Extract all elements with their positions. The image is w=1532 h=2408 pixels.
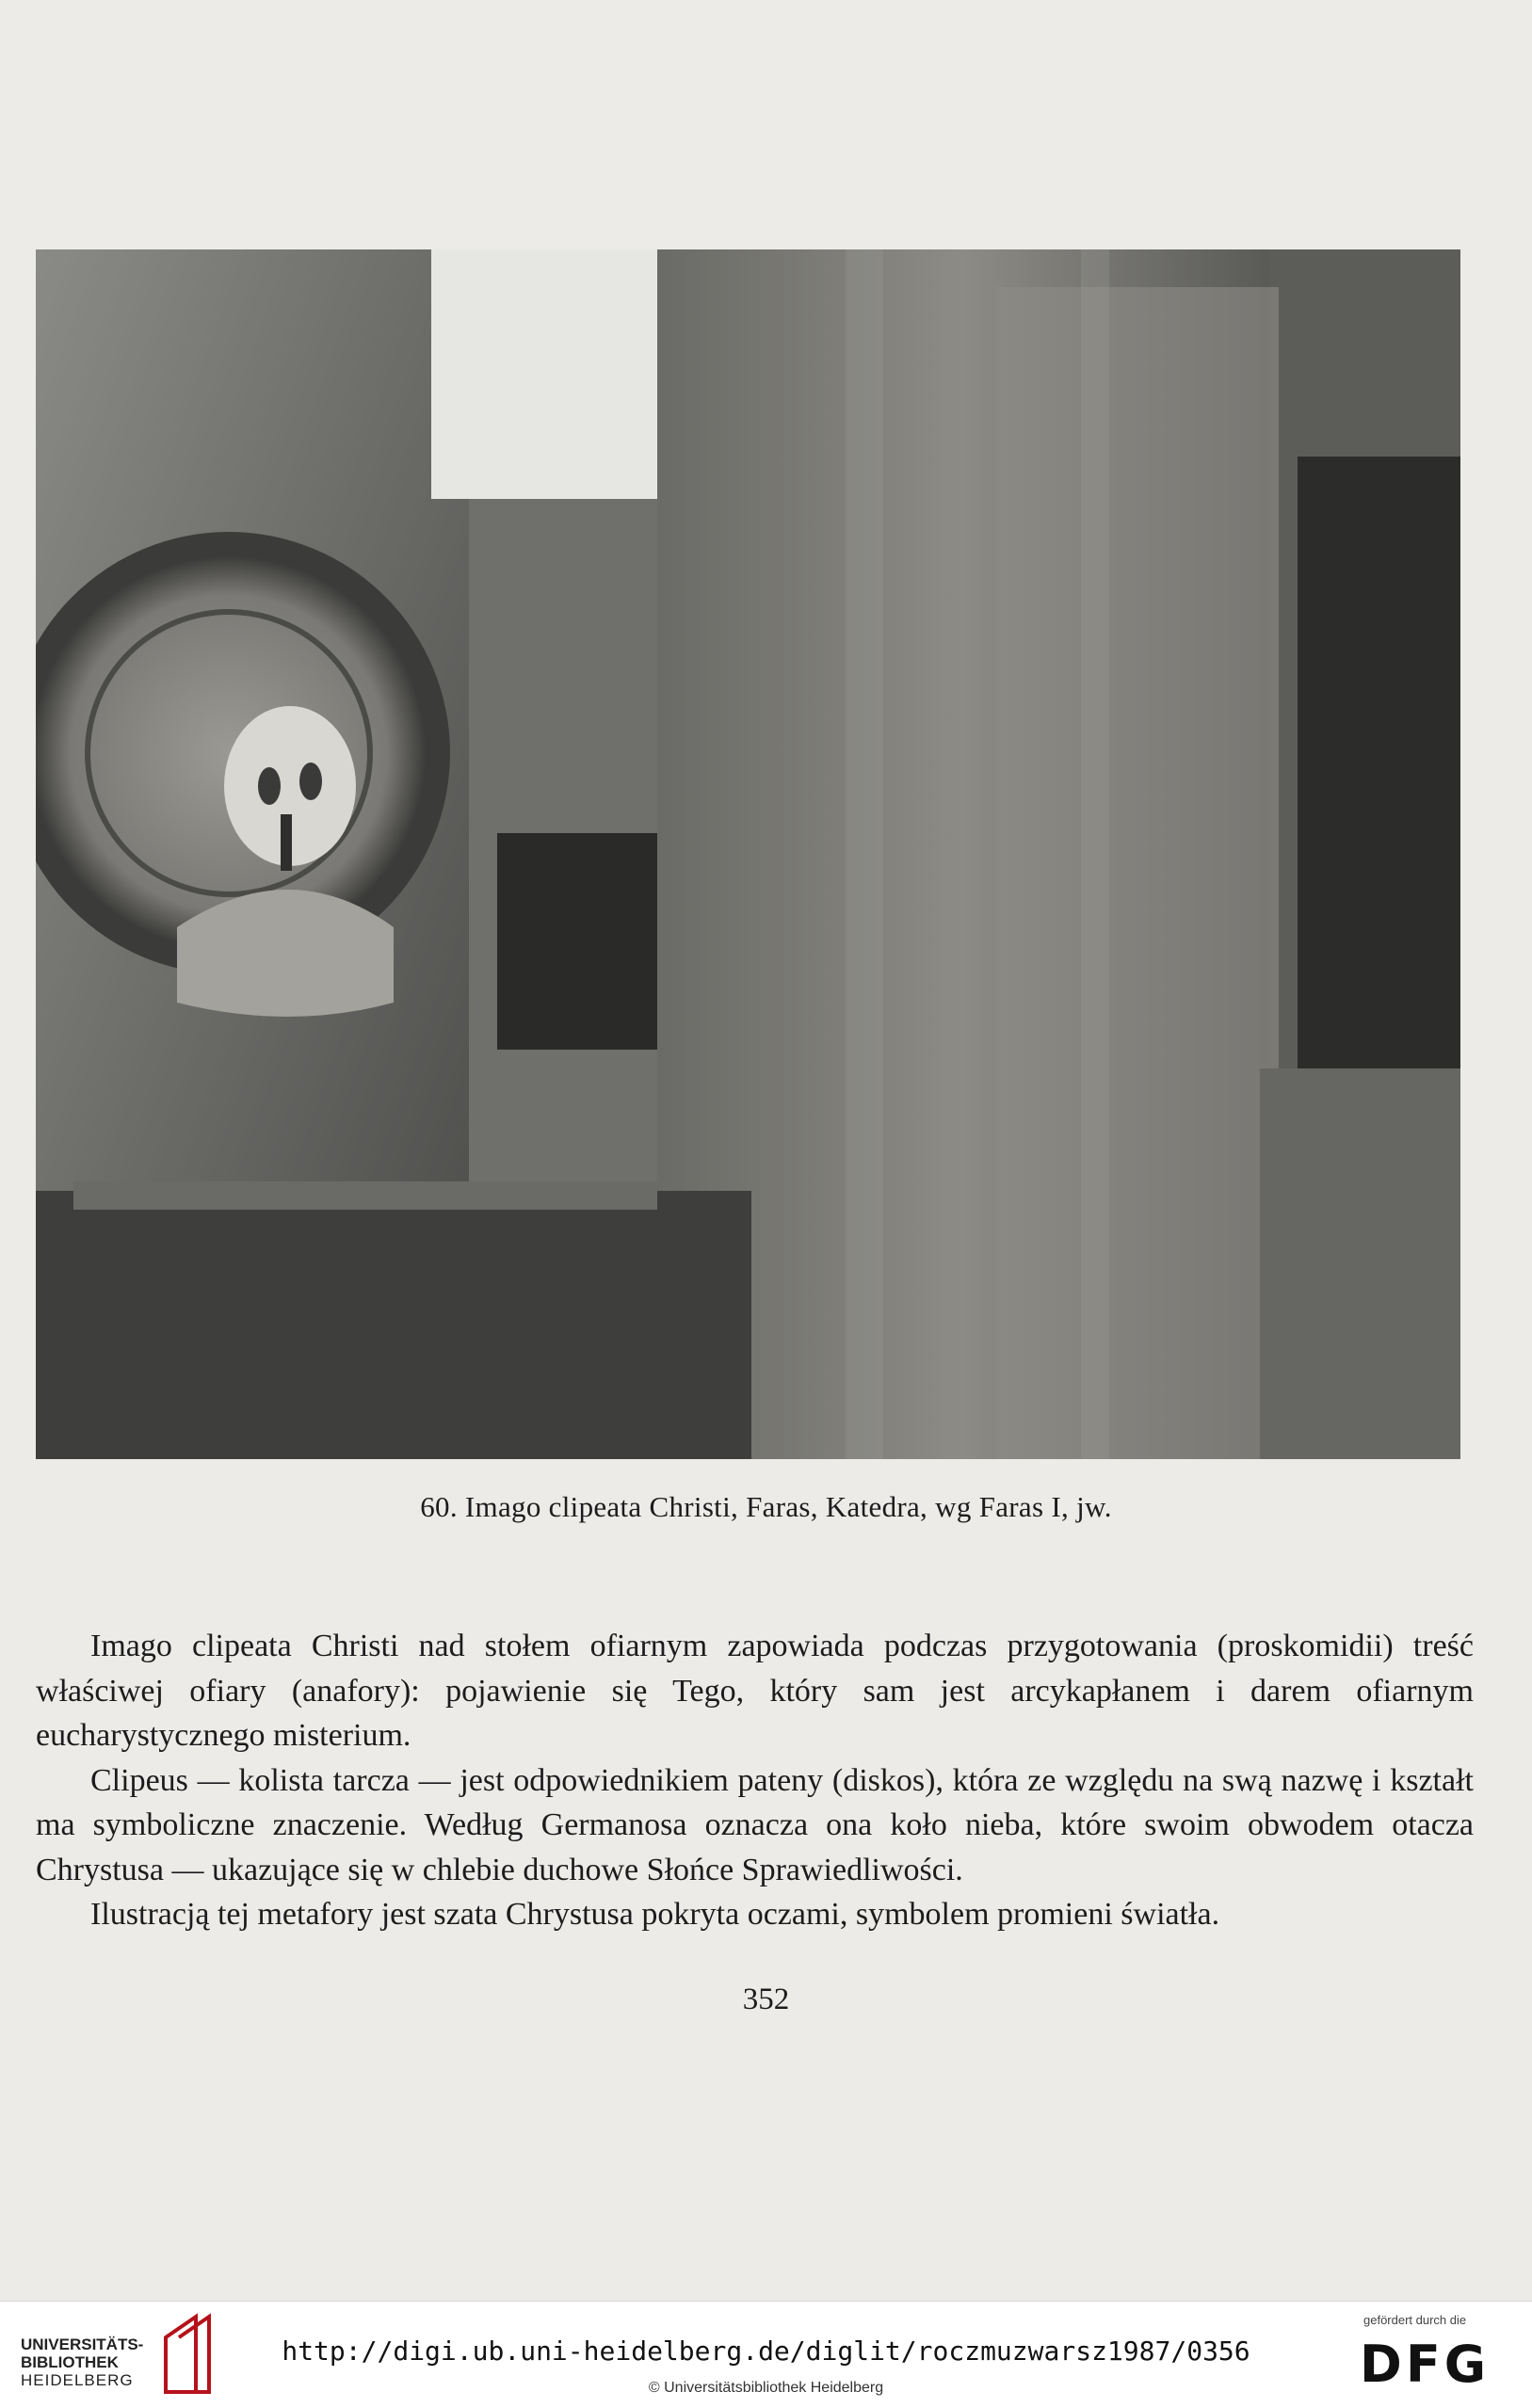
page-number: 352 bbox=[742, 1983, 790, 2016]
figure-photo bbox=[36, 249, 1460, 1459]
library-name-line: HEIDELBERG bbox=[21, 2371, 134, 2389]
paragraph: Ilustracją tej metafory jest szata Chrystusa pokryta oczami, symbolem promieni światła. bbox=[90, 1897, 1220, 1932]
library-name-line: BIBLIOTHEK bbox=[21, 2353, 119, 2371]
figure-caption: 60. Imago clipeata Christi, Faras, Katedra, wg Faras I, jw. bbox=[420, 1490, 1112, 1523]
copyright-notice: © Universitätsbibliothek Heidelberg bbox=[648, 2380, 884, 2396]
library-name-line: UNIVERSITÄTS- bbox=[21, 2336, 144, 2353]
paragraph: Clipeus — kolista tarcza — jest odpowiednikiem pateny (diskos), która ze względu na swą nazwę i kształt ma symboliczne znaczenie. Według Germanosa oznacza ona koło nieba, które swoim obwodem otacza Chrystusa — ukazujące się w chlebie duchowe Słońce Sprawiedliwości. bbox=[36, 1762, 1474, 1887]
funder-label: gefördert durch die bbox=[1363, 2313, 1467, 2327]
page-url-link[interactable]: http://digi.ub.uni-heidelberg.de/diglit/roczmuzwarsz1987/0356 bbox=[282, 2336, 1250, 2367]
body-text bbox=[36, 1624, 1474, 1937]
footer-bar bbox=[0, 2301, 1532, 2408]
dfg-logo-icon: DFG bbox=[1360, 2335, 1491, 2394]
paragraph: Imago clipeata Christi nad stołem ofiarnym zapowiada podczas przygotowania (proskomidii) treść właściwej ofiary (anafory): pojawienie się Tego, który sam jest arcykapłanem i darem ofiarnym eucharystycznego misterium. bbox=[36, 1629, 1474, 1753]
photo-illustration bbox=[36, 249, 1460, 1459]
